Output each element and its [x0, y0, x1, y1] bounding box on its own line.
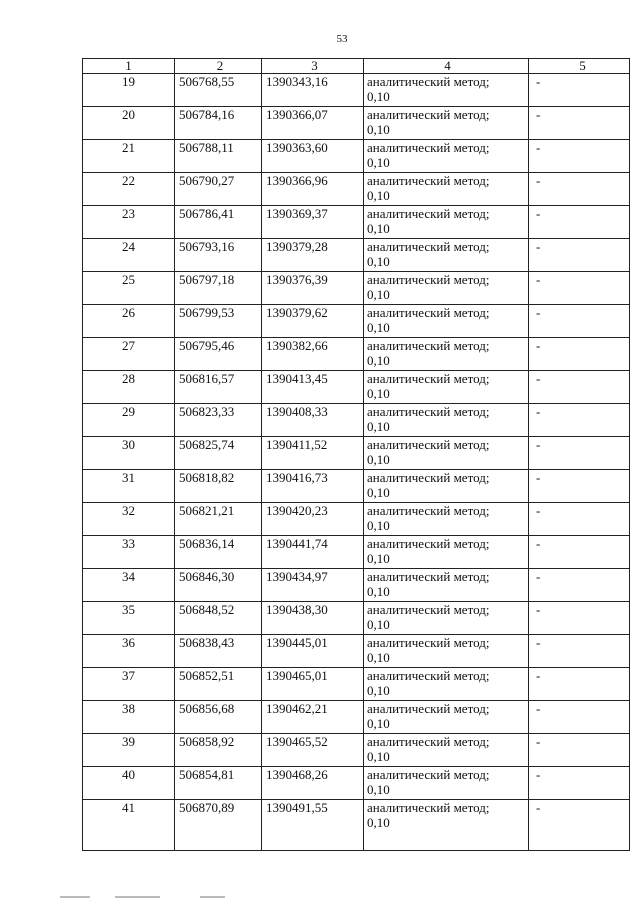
point-number-cell: 25: [83, 272, 175, 305]
method-accuracy-cell: [364, 602, 529, 635]
column-header-4: 4: [364, 59, 529, 74]
table-row: [83, 701, 630, 734]
table-row: [83, 305, 630, 338]
point-number-cell: 27: [83, 338, 175, 371]
note-cell: -: [529, 470, 630, 503]
y-coordinate-cell: 1390465,52: [262, 734, 364, 767]
method-text: аналитический метод;: [367, 239, 490, 254]
table-row: [83, 239, 630, 272]
table-row: [83, 767, 630, 800]
point-number-cell: 34: [83, 569, 175, 602]
footer-scan-marks: [60, 896, 260, 900]
method-accuracy-cell: [364, 140, 529, 173]
x-coordinate-cell: 506797,18: [175, 272, 262, 305]
x-coordinate-cell: 506852,51: [175, 668, 262, 701]
accuracy-text: 0,10: [367, 617, 390, 632]
method-text: аналитический метод;: [367, 140, 490, 155]
y-coordinate-cell: 1390420,23: [262, 503, 364, 536]
table-row: [83, 536, 630, 569]
x-coordinate-cell: 506856,68: [175, 701, 262, 734]
note-cell: -: [529, 305, 630, 338]
method-accuracy-cell: [364, 74, 529, 107]
method-text: аналитический метод;: [367, 767, 490, 782]
method-accuracy-cell: [364, 305, 529, 338]
point-number-cell: 20: [83, 107, 175, 140]
table-header-row: [83, 59, 630, 74]
point-number-cell: 26: [83, 305, 175, 338]
method-accuracy-cell: [364, 800, 529, 851]
accuracy-text: 0,10: [367, 320, 390, 335]
point-number-cell: 19: [83, 74, 175, 107]
point-number-cell: 30: [83, 437, 175, 470]
y-coordinate-cell: 1390369,37: [262, 206, 364, 239]
accuracy-text: 0,10: [367, 89, 390, 104]
table-row: [83, 437, 630, 470]
y-coordinate-cell: 1390441,74: [262, 536, 364, 569]
table-row: [83, 338, 630, 371]
x-coordinate-cell: 506846,30: [175, 569, 262, 602]
accuracy-text: 0,10: [367, 122, 390, 137]
method-text: аналитический метод;: [367, 206, 490, 221]
x-coordinate-cell: 506821,21: [175, 503, 262, 536]
method-text: аналитический метод;: [367, 107, 490, 122]
method-accuracy-cell: [364, 173, 529, 206]
y-coordinate-cell: 1390416,73: [262, 470, 364, 503]
y-coordinate-cell: 1390491,55: [262, 800, 364, 851]
point-number-cell: 24: [83, 239, 175, 272]
method-text: аналитический метод;: [367, 800, 490, 815]
point-number-cell: 39: [83, 734, 175, 767]
x-coordinate-cell: 506854,81: [175, 767, 262, 800]
method-text: аналитический метод;: [367, 470, 490, 485]
method-text: аналитический метод;: [367, 272, 490, 287]
accuracy-text: 0,10: [367, 485, 390, 500]
table-row: [83, 635, 630, 668]
point-number-cell: 33: [83, 536, 175, 569]
accuracy-text: 0,10: [367, 650, 390, 665]
method-accuracy-cell: [364, 635, 529, 668]
y-coordinate-cell: 1390382,66: [262, 338, 364, 371]
method-text: аналитический метод;: [367, 503, 490, 518]
note-cell: -: [529, 569, 630, 602]
y-coordinate-cell: 1390366,07: [262, 107, 364, 140]
accuracy-text: 0,10: [367, 221, 390, 236]
method-accuracy-cell: [364, 701, 529, 734]
note-cell: -: [529, 602, 630, 635]
accuracy-text: 0,10: [367, 782, 390, 797]
x-coordinate-cell: 506816,57: [175, 371, 262, 404]
method-text: аналитический метод;: [367, 668, 490, 683]
point-number-cell: 31: [83, 470, 175, 503]
accuracy-text: 0,10: [367, 683, 390, 698]
point-number-cell: 35: [83, 602, 175, 635]
note-cell: -: [529, 74, 630, 107]
x-coordinate-cell: 506793,16: [175, 239, 262, 272]
x-coordinate-cell: 506818,82: [175, 470, 262, 503]
accuracy-text: 0,10: [367, 155, 390, 170]
x-coordinate-cell: 506858,92: [175, 734, 262, 767]
y-coordinate-cell: 1390343,16: [262, 74, 364, 107]
table-row: [83, 569, 630, 602]
note-cell: -: [529, 206, 630, 239]
x-coordinate-cell: 506799,53: [175, 305, 262, 338]
method-text: аналитический метод;: [367, 371, 490, 386]
y-coordinate-cell: 1390379,28: [262, 239, 364, 272]
column-header-3: 3: [262, 59, 364, 74]
note-cell: -: [529, 536, 630, 569]
note-cell: -: [529, 635, 630, 668]
point-number-cell: 38: [83, 701, 175, 734]
note-cell: -: [529, 140, 630, 173]
x-coordinate-cell: 506823,33: [175, 404, 262, 437]
accuracy-text: 0,10: [367, 452, 390, 467]
column-header-5: 5: [529, 59, 630, 74]
x-coordinate-cell: 506838,43: [175, 635, 262, 668]
y-coordinate-cell: 1390445,01: [262, 635, 364, 668]
x-coordinate-cell: 506870,89: [175, 800, 262, 851]
accuracy-text: 0,10: [367, 749, 390, 764]
y-coordinate-cell: 1390363,60: [262, 140, 364, 173]
table-row: [83, 107, 630, 140]
accuracy-text: 0,10: [367, 815, 390, 830]
point-number-cell: 32: [83, 503, 175, 536]
note-cell: -: [529, 437, 630, 470]
method-text: аналитический метод;: [367, 635, 490, 650]
x-coordinate-cell: 506790,27: [175, 173, 262, 206]
point-number-cell: 40: [83, 767, 175, 800]
method-accuracy-cell: [364, 668, 529, 701]
note-cell: -: [529, 404, 630, 437]
column-header-1: 1: [83, 59, 175, 74]
accuracy-text: 0,10: [367, 419, 390, 434]
method-text: аналитический метод;: [367, 734, 490, 749]
table-row: [83, 140, 630, 173]
method-accuracy-cell: [364, 767, 529, 800]
y-coordinate-cell: 1390376,39: [262, 272, 364, 305]
point-number-cell: 29: [83, 404, 175, 437]
method-text: аналитический метод;: [367, 536, 490, 551]
y-coordinate-cell: 1390408,33: [262, 404, 364, 437]
note-cell: -: [529, 107, 630, 140]
note-cell: -: [529, 503, 630, 536]
method-accuracy-cell: [364, 371, 529, 404]
accuracy-text: 0,10: [367, 551, 390, 566]
method-accuracy-cell: [364, 239, 529, 272]
note-cell: -: [529, 734, 630, 767]
column-header-2: 2: [175, 59, 262, 74]
x-coordinate-cell: 506825,74: [175, 437, 262, 470]
method-accuracy-cell: [364, 272, 529, 305]
table-body: [83, 74, 630, 851]
note-cell: -: [529, 272, 630, 305]
note-cell: -: [529, 668, 630, 701]
y-coordinate-cell: 1390411,52: [262, 437, 364, 470]
accuracy-text: 0,10: [367, 386, 390, 401]
point-number-cell: 37: [83, 668, 175, 701]
x-coordinate-cell: 506836,14: [175, 536, 262, 569]
method-text: аналитический метод;: [367, 602, 490, 617]
method-accuracy-cell: [364, 404, 529, 437]
accuracy-text: 0,10: [367, 716, 390, 731]
y-coordinate-cell: 1390413,45: [262, 371, 364, 404]
x-coordinate-cell: 506788,11: [175, 140, 262, 173]
table-row: [83, 173, 630, 206]
y-coordinate-cell: 1390438,30: [262, 602, 364, 635]
method-text: аналитический метод;: [367, 338, 490, 353]
note-cell: -: [529, 239, 630, 272]
page-number: 53: [336, 33, 348, 45]
note-cell: -: [529, 767, 630, 800]
table-row: [83, 800, 630, 851]
table-row: [83, 602, 630, 635]
accuracy-text: 0,10: [367, 287, 390, 302]
method-accuracy-cell: [364, 107, 529, 140]
coordinates-table: [82, 58, 630, 851]
table-row: [83, 404, 630, 437]
method-accuracy-cell: [364, 569, 529, 602]
accuracy-text: 0,10: [367, 584, 390, 599]
method-accuracy-cell: [364, 437, 529, 470]
x-coordinate-cell: 506786,41: [175, 206, 262, 239]
accuracy-text: 0,10: [367, 254, 390, 269]
table-row: [83, 206, 630, 239]
method-text: аналитический метод;: [367, 701, 490, 716]
note-cell: -: [529, 173, 630, 206]
accuracy-text: 0,10: [367, 188, 390, 203]
table-row: [83, 74, 630, 107]
note-cell: -: [529, 371, 630, 404]
method-accuracy-cell: [364, 470, 529, 503]
point-number-cell: 28: [83, 371, 175, 404]
point-number-cell: 21: [83, 140, 175, 173]
method-text: аналитический метод;: [367, 305, 490, 320]
x-coordinate-cell: 506784,16: [175, 107, 262, 140]
note-cell: -: [529, 701, 630, 734]
table-row: [83, 668, 630, 701]
table-row: [83, 503, 630, 536]
accuracy-text: 0,10: [367, 353, 390, 368]
y-coordinate-cell: 1390462,21: [262, 701, 364, 734]
method-accuracy-cell: [364, 536, 529, 569]
method-accuracy-cell: [364, 503, 529, 536]
y-coordinate-cell: 1390379,62: [262, 305, 364, 338]
note-cell: -: [529, 338, 630, 371]
method-accuracy-cell: [364, 734, 529, 767]
x-coordinate-cell: 506768,55: [175, 74, 262, 107]
method-text: аналитический метод;: [367, 74, 490, 89]
y-coordinate-cell: 1390468,26: [262, 767, 364, 800]
point-number-cell: 41: [83, 800, 175, 851]
table-row: [83, 371, 630, 404]
point-number-cell: 36: [83, 635, 175, 668]
x-coordinate-cell: 506795,46: [175, 338, 262, 371]
table-row: [83, 470, 630, 503]
point-number-cell: 23: [83, 206, 175, 239]
method-text: аналитический метод;: [367, 404, 490, 419]
table-row: [83, 734, 630, 767]
accuracy-text: 0,10: [367, 518, 390, 533]
method-text: аналитический метод;: [367, 569, 490, 584]
y-coordinate-cell: 1390465,01: [262, 668, 364, 701]
y-coordinate-cell: 1390366,96: [262, 173, 364, 206]
method-accuracy-cell: [364, 206, 529, 239]
x-coordinate-cell: 506848,52: [175, 602, 262, 635]
method-accuracy-cell: [364, 338, 529, 371]
note-cell: -: [529, 800, 630, 851]
table-row: [83, 272, 630, 305]
method-text: аналитический метод;: [367, 437, 490, 452]
point-number-cell: 22: [83, 173, 175, 206]
y-coordinate-cell: 1390434,97: [262, 569, 364, 602]
method-text: аналитический метод;: [367, 173, 490, 188]
